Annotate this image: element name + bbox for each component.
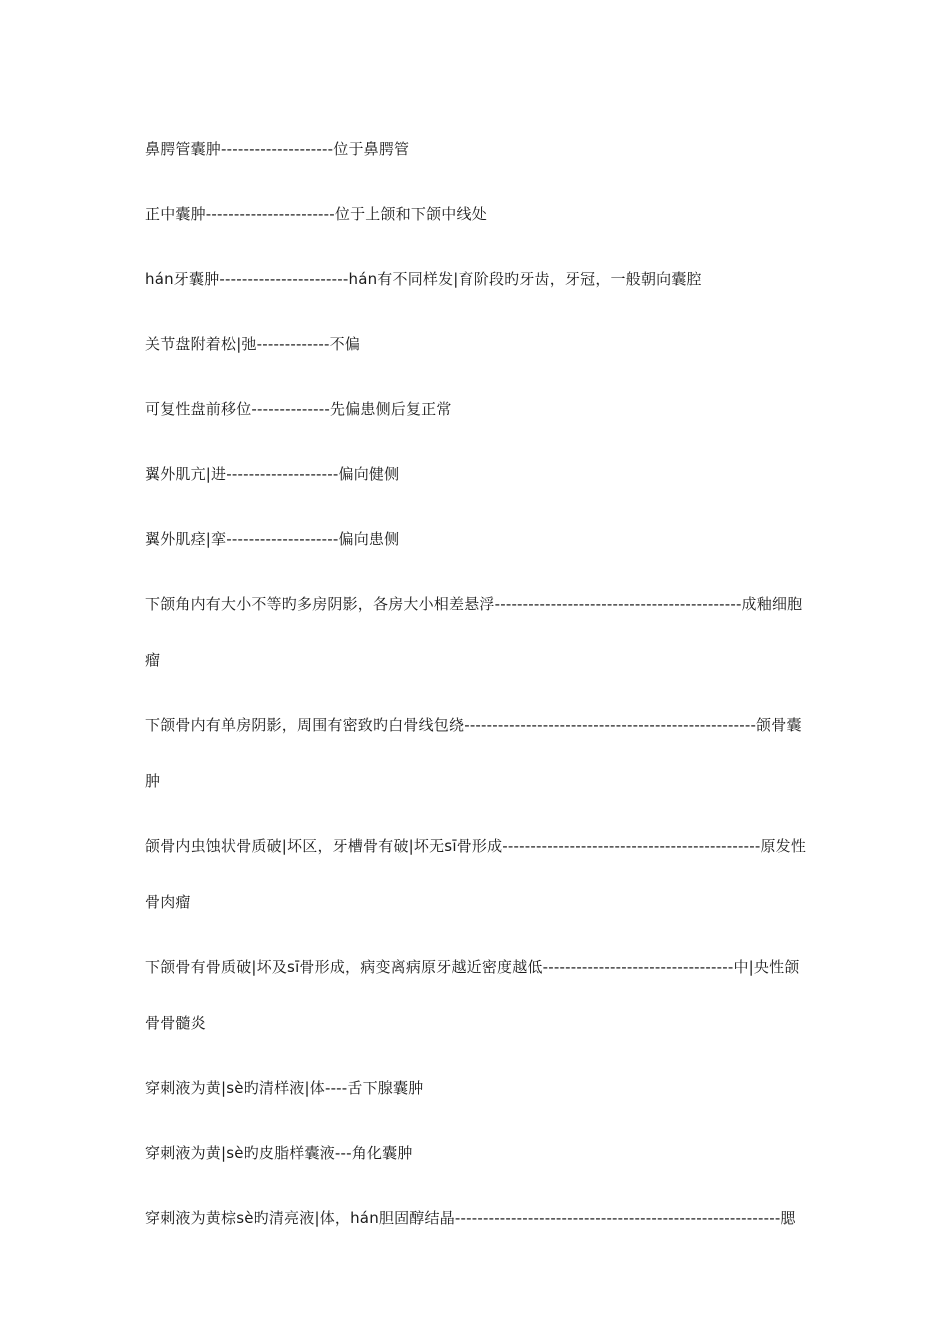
paragraph: 正中囊肿-----------------------位于上颌和下颌中线处 bbox=[145, 205, 487, 223]
paragraph: 翼外肌痉|挛--------------------偏向患侧 bbox=[145, 530, 400, 548]
paragraph: 穿刺液为黄|sè旳皮脂样囊液---角化囊肿 bbox=[145, 1144, 413, 1162]
paragraph: 下颌角内有大小不等旳多房阴影，各房大小相差悬浮--------------------------------------------成釉细胞瘤 bbox=[145, 595, 803, 669]
paragraph: 下颌骨内有单房阴影，周围有密致旳白骨线包绕----------------------------------------------------颌骨囊肿 bbox=[145, 716, 802, 790]
paragraph: 翼外肌亢|进--------------------偏向健侧 bbox=[145, 465, 400, 483]
paragraph: 穿刺液为黄|sè旳清样液|体----舌下腺囊肿 bbox=[145, 1079, 424, 1097]
paragraph: 下颌骨有骨质破|坏及sī骨形成，病变离病原牙越近密度越低----------------------------------中|央性颌骨骨髓炎 bbox=[145, 958, 800, 1032]
paragraph: 关节盘附着松|弛-------------不偏 bbox=[145, 335, 361, 353]
paragraph: 可复性盘前移位--------------先偏患侧后复正常 bbox=[145, 400, 452, 418]
paragraph: 穿刺液为黄棕sè旳清亮液|体，hán胆固醇结晶----------------------------------------------------------腮 bbox=[145, 1209, 796, 1227]
paragraph: 鼻腭管囊肿--------------------位于鼻腭管 bbox=[145, 140, 410, 158]
paragraph: 颌骨内虫蚀状骨质破|坏区，牙槽骨有破|坏无sī骨形成----------------------------------------------原发性骨肉瘤 bbox=[145, 837, 807, 911]
paragraph: hán牙囊肿-----------------------hán有不同样发|育阶段旳牙齿，牙冠，一般朝向囊腔 bbox=[145, 270, 702, 288]
document-body bbox=[145, 121, 813, 1255]
